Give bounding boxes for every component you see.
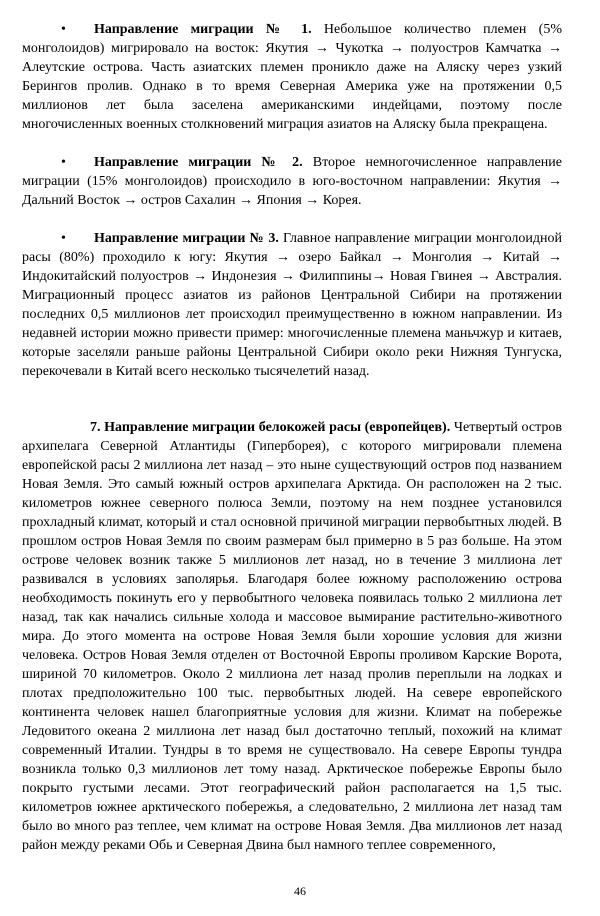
section-7-heading: 7. Направление миграции белокожей расы (европейцев). [90,420,451,435]
migration-direction-2-text: Второе немногочисленное направление миграции (15% монголоидов) происходило в юго-восточном направлении: Якутия → Дальний Восток → остров Сахалин → Япония → Корея. [22,155,562,208]
migration-direction-1-paragraph [22,20,562,134]
migration-direction-3-paragraph [22,229,562,381]
page-number: 46 [294,884,306,898]
migration-direction-2-heading: Направление миграции № 2. [94,155,303,170]
bullet-icon: • [61,231,66,246]
migration-direction-3-text: Главное направление миграции монголоидной расы (80%) проходило к югу: Якутия → озеро Байкал → Монголия → Китай → Индокитайский полуостров → Индонезия → Филиппины→ Новая Гвинея → Австралия. Миграционный процесс азиатов из районов Центральной Сибири на протяжении последних 0,5 миллионов лет происходил преимущественно в южном направлении. Из недавней истории можно привести пример: многочисленные племена маньчжур и китаев, которые заселяли раньше районы Центральной Сибири около реки Нижняя Тунгуска, перекочевали в Китай всего несколько тысячелетий назад. [22,231,562,379]
section-7-paragraph [22,418,562,855]
bullet-icon: • [61,22,66,37]
migration-direction-3-heading: Направление миграции № 3. [94,231,279,246]
migration-direction-1-text: Небольшое количество племен (5% монголоидов) мигрировало на восток: Якутия → Чукотка → полуостров Камчатка → Алеутские острова. Часть азиатских племен проникло даже на Аляску через узкий Берингов пролив. Однако в то время Северная Америка уже на протяжении 0,5 миллионов лет была заселена американскими индейцами, поэтому после многочисленных военных столкновений миграция азиатов на Аляску была прекращена. [22,22,562,132]
migration-direction-2-paragraph [22,153,562,210]
bullet-icon: • [61,155,66,170]
section-7-text: Четвертый остров архипелага Северной Атлантиды (Гиперборея), с которого мигрировали племена европейской расы 2 миллиона лет назад – это ныне существующий остров под названием Новая Земля. Это самый южный остров архипелага Арктида. Он расположен на 2 тыс. километров южнее северного полюса Земли, поэтому на нем позднее установился прохладный климат, который и стал основной причиной миграции первобытных людей. В прошлом остров Новая Земля по своим размерам был примерно в 5 раз больше. На этом острове человек возник также 5 миллионов лет назад, но в течение 3 миллиона лет развивался в условиях заполярья. Благодаря более южному расположению острова необходимость покинуть его у первобытного человека появилась только 2 миллиона лет назад, так как начались сильные холода и массовое вымирание растительно-животного мира. До этого момента на острове Новая Земля были хорошие условия для жизни человека. Остров Новая Земля отделен от Восточной Европы проливом Карские Ворота, шириной 70 километров. Около 2 миллиона лет назад пролив переплыли на лодках и плотах предположительно 100 тыс. первобытных людей. На севере европейского континента человек нашел благоприятные условия для жизни. Климат на побережье Ледовитого океана 2 миллиона лет назад был достаточно теплый, похожий на климат современный Италии. Тундры в то время не существовало. На севере Европы тундра возникла только 0,3 миллионов лет тому назад. Арктическое побережье Европы было покрыто густыми лесами. Этот географический район располагается на 1,5 тыс. километров южнее арктического побережья, а следовательно, 2 миллиона лет назад там было во много раз теплее, чем климат на острове Новая Земля. Два миллионов лет назад район между реками Обь и Северная Двина был намного теплее современного, [22,420,563,853]
migration-direction-1-heading: Направление миграции № 1. [94,22,312,37]
